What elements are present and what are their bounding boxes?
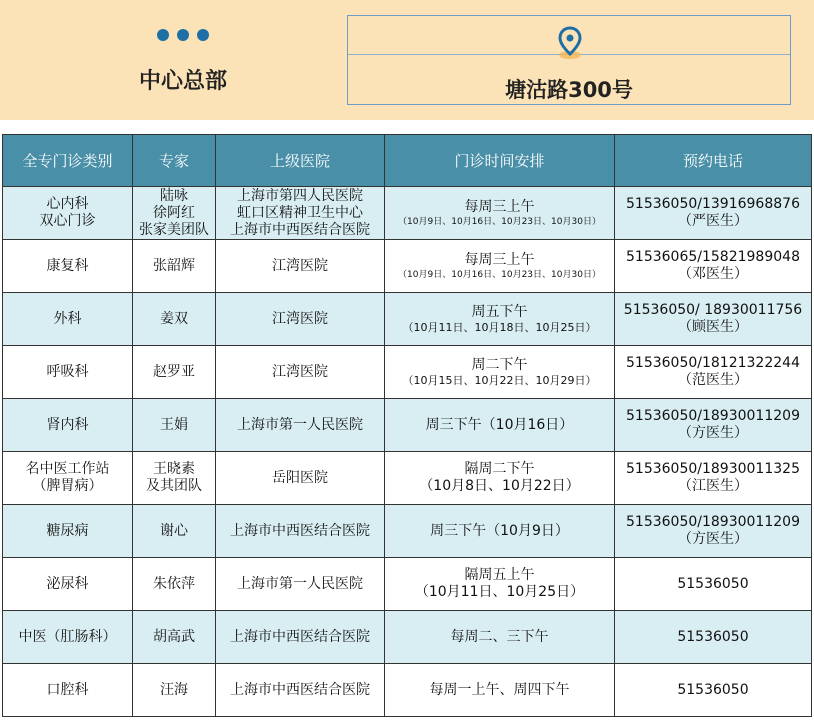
category-cell-line: 康复科 [46,257,89,274]
category-cell [3,346,133,399]
expert-cell [133,611,216,664]
contact-name: （邓医生） [678,266,748,282]
phone-cell [615,399,812,452]
expert-cell-line: 赵罗亚 [153,363,195,380]
expert-cell [133,452,216,505]
time-detail: （10月9日、10月16日、10月23日、10月30日） [398,269,601,280]
phone-number: 51536065/15821989048 [626,249,800,265]
expert-cell-line: 姜双 [160,310,188,327]
category-cell [3,187,133,240]
time-cell [385,664,615,717]
header-banner [0,0,814,120]
column-header: 上级医院 [216,135,385,187]
hospital-cell-line: 虹口区精神卫生中心 [237,204,363,221]
category-cell-line: 糖尿病 [46,522,89,539]
expert-cell [133,505,216,558]
hospital-cell [216,505,385,558]
time-cell [385,187,615,240]
category-cell [3,611,133,664]
expert-cell [133,346,216,399]
expert-cell-line: 张韶辉 [153,257,195,274]
category-cell [3,399,133,452]
address-text: 塘沽路300号 [505,78,633,102]
table-header-row [3,135,812,187]
hospital-cell [216,240,385,293]
table-row [3,240,812,293]
phone-cell [615,664,812,717]
hospital-cell-line: 江湾医院 [272,310,328,327]
column-header: 门诊时间安排 [385,135,615,187]
hospital-cell [216,558,385,611]
phone-number: 51536050/18930011209 [626,514,800,530]
phone-cell [615,452,812,505]
column-header: 全专门诊类别 [3,135,133,187]
time-main: 周三下午（10月16日） [425,416,574,433]
phone-cell [615,558,812,611]
phone-number: 51536050 [677,575,749,592]
hospital-cell [216,452,385,505]
category-cell-line: 肾内科 [46,416,89,433]
time-detail: （10月11日、10月18日、10月25日） [402,320,597,334]
category-cell [3,505,133,558]
table-row [3,611,812,664]
time-main: 周三下午（10月9日） [430,522,569,539]
time-detail: （10月11日、10月25日） [414,584,585,600]
table-row [3,558,812,611]
expert-cell [133,240,216,293]
table-row [3,452,812,505]
time-main: 每周三上午 [464,251,535,268]
category-cell [3,293,133,346]
table-row [3,346,812,399]
expert-cell-line: 朱依萍 [153,575,195,592]
expert-cell-line: 胡高武 [153,628,195,645]
category-cell [3,558,133,611]
time-cell [385,240,615,293]
address-box [347,15,791,105]
expert-cell-line: 王晓素 [153,461,195,477]
expert-cell-line: 及其团队 [146,478,202,494]
expert-cell [133,293,216,346]
hospital-cell-line: 江湾医院 [272,363,328,380]
contact-name: （方医生） [678,425,748,441]
time-main: 每周一上午、周四下午 [429,681,570,698]
category-cell-line: 口腔科 [46,681,89,698]
time-cell [385,452,615,505]
time-detail: （10月15日、10月22日、10月29日） [402,373,597,387]
hospital-cell-line: 上海市第四人民医院 [237,187,363,204]
hospital-cell-line: 上海市中西医结合医院 [230,221,370,238]
category-cell-line: 中医（肛肠科） [18,628,117,645]
time-detail: （10月8日、10月22日） [419,478,580,494]
column-header: 专家 [133,135,216,187]
phone-cell [615,611,812,664]
expert-cell [133,399,216,452]
phone-number: 51536050/18121322244 [626,355,800,371]
time-main: 隔周五上午 [464,567,535,583]
expert-cell-line: 张家美团队 [139,221,209,238]
hospital-cell [216,399,385,452]
hospital-cell [216,293,385,346]
phone-number: 51536050 [677,681,749,698]
time-main: 周二下午 [471,356,528,373]
expert-cell-line: 徐阿红 [153,204,195,221]
contact-name: （方医生） [678,531,748,547]
location-pin-icon [557,26,583,60]
table-row [3,505,812,558]
time-main: 隔周二下午 [464,461,535,477]
contact-name: （江医生） [678,478,748,494]
category-cell [3,664,133,717]
hospital-cell-line: 岳阳医院 [272,469,328,486]
hospital-cell-line: 上海市中西医结合医院 [230,522,370,539]
contact-name: （顾医生） [678,319,748,335]
time-cell [385,611,615,664]
org-name: 中心总部 [138,69,227,94]
hospital-cell [216,664,385,717]
expert-cell [133,558,216,611]
expert-cell-line: 王娟 [160,416,188,433]
hospital-cell [216,346,385,399]
time-cell [385,505,615,558]
expert-cell [133,187,216,240]
category-cell-line: 外科 [53,310,82,327]
table-row [3,187,812,240]
category-cell-line: 呼吸科 [46,363,89,380]
hospital-cell [216,611,385,664]
hospital-cell-line: 上海市中西医结合医院 [230,681,370,698]
time-cell [385,293,615,346]
dots-icon [157,29,209,41]
time-detail: （10月9日、10月16日、10月23日、10月30日） [398,216,601,227]
time-main: 每周三上午 [464,198,535,215]
category-cell [3,240,133,293]
expert-cell-line: 谢心 [160,522,188,539]
table-row [3,293,812,346]
phone-number: 51536050/13916968876 [626,196,800,212]
category-cell-line: 双心门诊 [39,213,96,229]
expert-cell-line: 汪海 [160,681,188,698]
category-cell-line: 名中医工作站 [25,461,110,477]
phone-number: 51536050/ 18930011756 [623,302,803,318]
phone-cell [615,505,812,558]
category-cell-line: 泌尿科 [46,575,89,592]
table-row [3,399,812,452]
column-header: 预约电话 [615,135,812,187]
expert-cell-line: 陆咏 [160,187,188,204]
time-cell [385,558,615,611]
contact-name: （严医生） [678,213,748,229]
phone-cell [615,346,812,399]
phone-number: 51536050 [677,628,749,645]
phone-number: 51536050/18930011325 [626,461,800,477]
clinic-schedule-table [2,134,812,717]
hospital-cell [216,187,385,240]
category-cell [3,452,133,505]
table-row [3,664,812,717]
contact-name: （范医生） [678,372,748,388]
time-cell [385,346,615,399]
time-cell [385,399,615,452]
category-cell-line: 心内科 [46,196,89,212]
phone-number: 51536050/18930011209 [626,408,800,424]
hospital-cell-line: 上海市第一人民医院 [237,575,363,592]
category-cell-line: （脾胃病） [32,478,103,494]
phone-cell [615,293,812,346]
time-main: 每周二、三下午 [450,628,549,645]
hospital-cell-line: 江湾医院 [272,257,328,274]
time-main: 周五下午 [471,303,528,320]
phone-cell [615,240,812,293]
expert-cell [133,664,216,717]
phone-cell [615,187,812,240]
hospital-cell-line: 上海市中西医结合医院 [230,628,370,645]
hospital-cell-line: 上海市第一人民医院 [237,416,363,433]
